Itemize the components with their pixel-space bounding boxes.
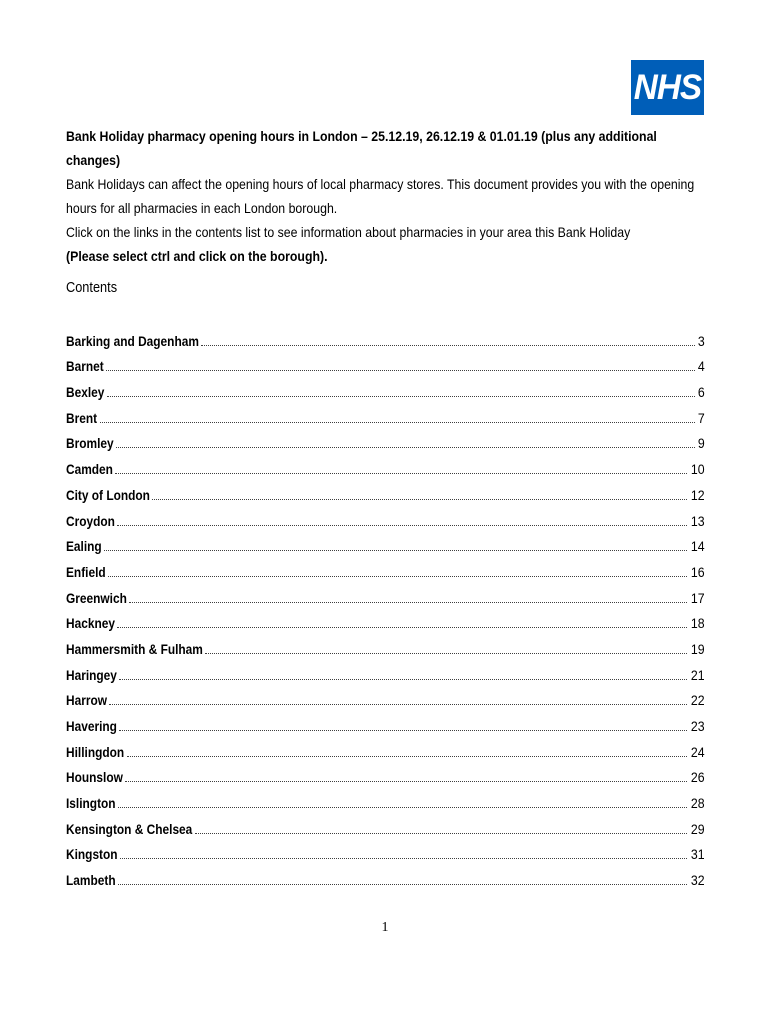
toc-dot-leader	[108, 575, 687, 577]
toc-entry[interactable]	[66, 864, 705, 890]
toc-entry[interactable]	[66, 531, 705, 557]
toc-entry-page-number: 13	[691, 512, 705, 529]
toc-dot-leader	[119, 678, 687, 680]
toc-entry[interactable]	[66, 787, 705, 813]
toc-entry-link[interactable]: Croydon	[66, 512, 115, 529]
toc-entry-name-wrap	[66, 356, 104, 376]
toc-entry-link[interactable]: Hillingdon	[66, 743, 125, 760]
intro-ctrl-note: (Please select ctrl and click on the borough).	[66, 248, 328, 264]
toc-entry-link[interactable]: Bromley	[66, 435, 114, 452]
toc-entry-link[interactable]: Ealing	[66, 538, 102, 555]
toc-entry-link[interactable]: Hounslow	[66, 769, 123, 786]
toc-dot-leader	[127, 755, 687, 757]
toc-entry[interactable]	[66, 453, 705, 479]
toc-entry-page-number: 10	[691, 461, 705, 478]
toc-entry-name-wrap	[66, 742, 125, 762]
toc-entry-page-number: 22	[691, 692, 705, 709]
toc-entry-page-number: 18	[691, 615, 705, 632]
toc-entry-name-wrap	[66, 562, 106, 582]
toc-entry-link[interactable]: Haringey	[66, 666, 117, 683]
toc-entry-page-number: 28	[691, 795, 705, 812]
toc-entry-link[interactable]: Hackney	[66, 615, 115, 632]
toc-entry-page-number: 32	[691, 872, 705, 889]
toc-entry[interactable]	[66, 479, 705, 505]
toc-entry-page-number: 17	[691, 589, 705, 606]
toc-dot-leader	[118, 806, 687, 808]
contents-heading: Contents	[66, 280, 118, 296]
toc-dot-leader	[129, 601, 687, 603]
toc-entry-link[interactable]: Bexley	[66, 384, 105, 401]
toc-entry[interactable]	[66, 762, 705, 788]
toc-dot-leader	[106, 369, 695, 371]
toc-entry-name-wrap	[66, 690, 107, 710]
toc-entry-page-number: 29	[691, 820, 705, 837]
toc-entry-link[interactable]: Enfield	[66, 563, 106, 580]
toc-entry[interactable]	[66, 376, 705, 402]
toc-dot-leader	[120, 857, 687, 859]
toc-dot-leader	[104, 549, 687, 551]
toc-dot-leader	[118, 883, 687, 885]
toc-entry[interactable]	[66, 736, 705, 762]
toc-entry-page-number: 26	[691, 769, 705, 786]
toc-entry-link[interactable]: Kensington & Chelsea	[66, 820, 193, 837]
toc-entry-name-wrap	[66, 408, 98, 428]
toc-entry-name-wrap	[66, 588, 127, 608]
toc-entry-page-number: 6	[698, 384, 705, 401]
intro-description: Bank Holidays can affect the opening hours of local pharmacy stores. This document provides you with the opening hours for all pharmacies in each London borough.	[66, 176, 695, 216]
toc-entry-link[interactable]: Havering	[66, 718, 117, 734]
toc-entry[interactable]	[66, 633, 705, 659]
nhs-logo-text: NHS	[633, 67, 702, 107]
toc-entry-link[interactable]: Camden	[66, 461, 113, 478]
toc-dot-leader	[125, 780, 687, 782]
toc-dot-leader	[115, 472, 687, 474]
toc-entry[interactable]	[66, 659, 705, 685]
toc-entry-link[interactable]: City of London	[66, 486, 150, 503]
toc-entry-page-number: 31	[691, 846, 705, 863]
toc-dot-leader	[152, 498, 687, 500]
toc-entry-link[interactable]: Hammersmith & Fulham	[66, 640, 203, 657]
toc-entry-name-wrap	[66, 716, 117, 736]
toc-dot-leader	[201, 344, 695, 346]
toc-entry-page-number: 14	[691, 538, 705, 555]
toc-entry-page-number: 21	[691, 666, 705, 683]
toc-dot-leader	[116, 446, 695, 448]
table-of-contents	[66, 325, 705, 890]
toc-entry-page-number: 24	[691, 743, 705, 760]
intro-section	[66, 124, 706, 268]
toc-entry-name-wrap	[66, 536, 102, 556]
toc-entry-name-wrap	[66, 459, 113, 479]
toc-entry-name-wrap	[66, 819, 193, 839]
toc-entry-name-wrap	[66, 793, 116, 813]
document-title: Bank Holiday pharmacy opening hours in London – 25.12.19, 26.12.19 & 01.01.19 (plus any additional changes)	[66, 128, 657, 168]
toc-entry[interactable]	[66, 325, 705, 351]
toc-entry[interactable]	[66, 582, 705, 608]
toc-entry-name-wrap	[66, 844, 118, 864]
toc-entry-page-number: 9	[698, 435, 705, 452]
toc-dot-leader	[117, 626, 687, 628]
toc-entry-page-number: 19	[691, 640, 705, 657]
toc-entry-name-wrap	[66, 511, 115, 531]
toc-entry-name-wrap	[66, 485, 150, 505]
toc-entry[interactable]	[66, 556, 705, 582]
toc-entry-name-wrap	[66, 639, 203, 659]
toc-entry[interactable]	[66, 402, 705, 428]
toc-entry-page-number: 23	[691, 718, 705, 734]
toc-dot-leader	[117, 524, 687, 526]
toc-entry[interactable]	[66, 608, 705, 634]
toc-dot-leader	[109, 703, 687, 705]
nhs-logo	[631, 60, 704, 115]
toc-entry-name-wrap	[66, 870, 116, 890]
toc-entry-name-wrap	[66, 382, 105, 402]
toc-dot-leader	[119, 729, 687, 731]
toc-entry[interactable]	[66, 710, 705, 736]
toc-entry[interactable]	[66, 505, 705, 531]
toc-dot-leader	[195, 832, 687, 834]
toc-entry-name-wrap	[66, 665, 117, 685]
toc-dot-leader	[107, 395, 695, 397]
toc-entry-link[interactable]: Greenwich	[66, 589, 127, 606]
toc-entry[interactable]	[66, 685, 705, 711]
toc-entry-name-wrap	[66, 433, 114, 453]
toc-dot-leader	[205, 652, 687, 654]
toc-entry[interactable]	[66, 351, 705, 377]
toc-entry-link[interactable]: Brent	[66, 409, 98, 426]
toc-entry[interactable]	[66, 839, 705, 865]
toc-entry-page-number: 7	[698, 409, 705, 426]
toc-entry-link[interactable]: Barnet	[66, 358, 104, 375]
toc-entry-page-number: 16	[691, 563, 705, 580]
toc-entry-link[interactable]: Harrow	[66, 692, 107, 709]
toc-entry-name-wrap	[66, 331, 199, 351]
toc-dot-leader	[100, 421, 695, 423]
toc-entry-link[interactable]: Islington	[66, 795, 116, 812]
toc-entry-name-wrap	[66, 613, 115, 633]
toc-entry-page-number: 4	[698, 358, 705, 375]
intro-instructions: Click on the links in the contents list to see information about pharmacies in your area this Bank Holiday	[66, 224, 631, 240]
toc-entry[interactable]	[66, 813, 705, 839]
toc-entry-link[interactable]: Lambeth	[66, 872, 116, 889]
page-number: 1	[381, 920, 389, 935]
toc-entry-page-number: 12	[691, 486, 705, 503]
toc-entry-link[interactable]: Barking and Dagenham	[66, 332, 199, 349]
toc-entry-page-number: 3	[698, 332, 705, 349]
toc-entry-link[interactable]: Kingston	[66, 846, 118, 863]
toc-entry[interactable]	[66, 428, 705, 454]
toc-entry-name-wrap	[66, 767, 123, 787]
